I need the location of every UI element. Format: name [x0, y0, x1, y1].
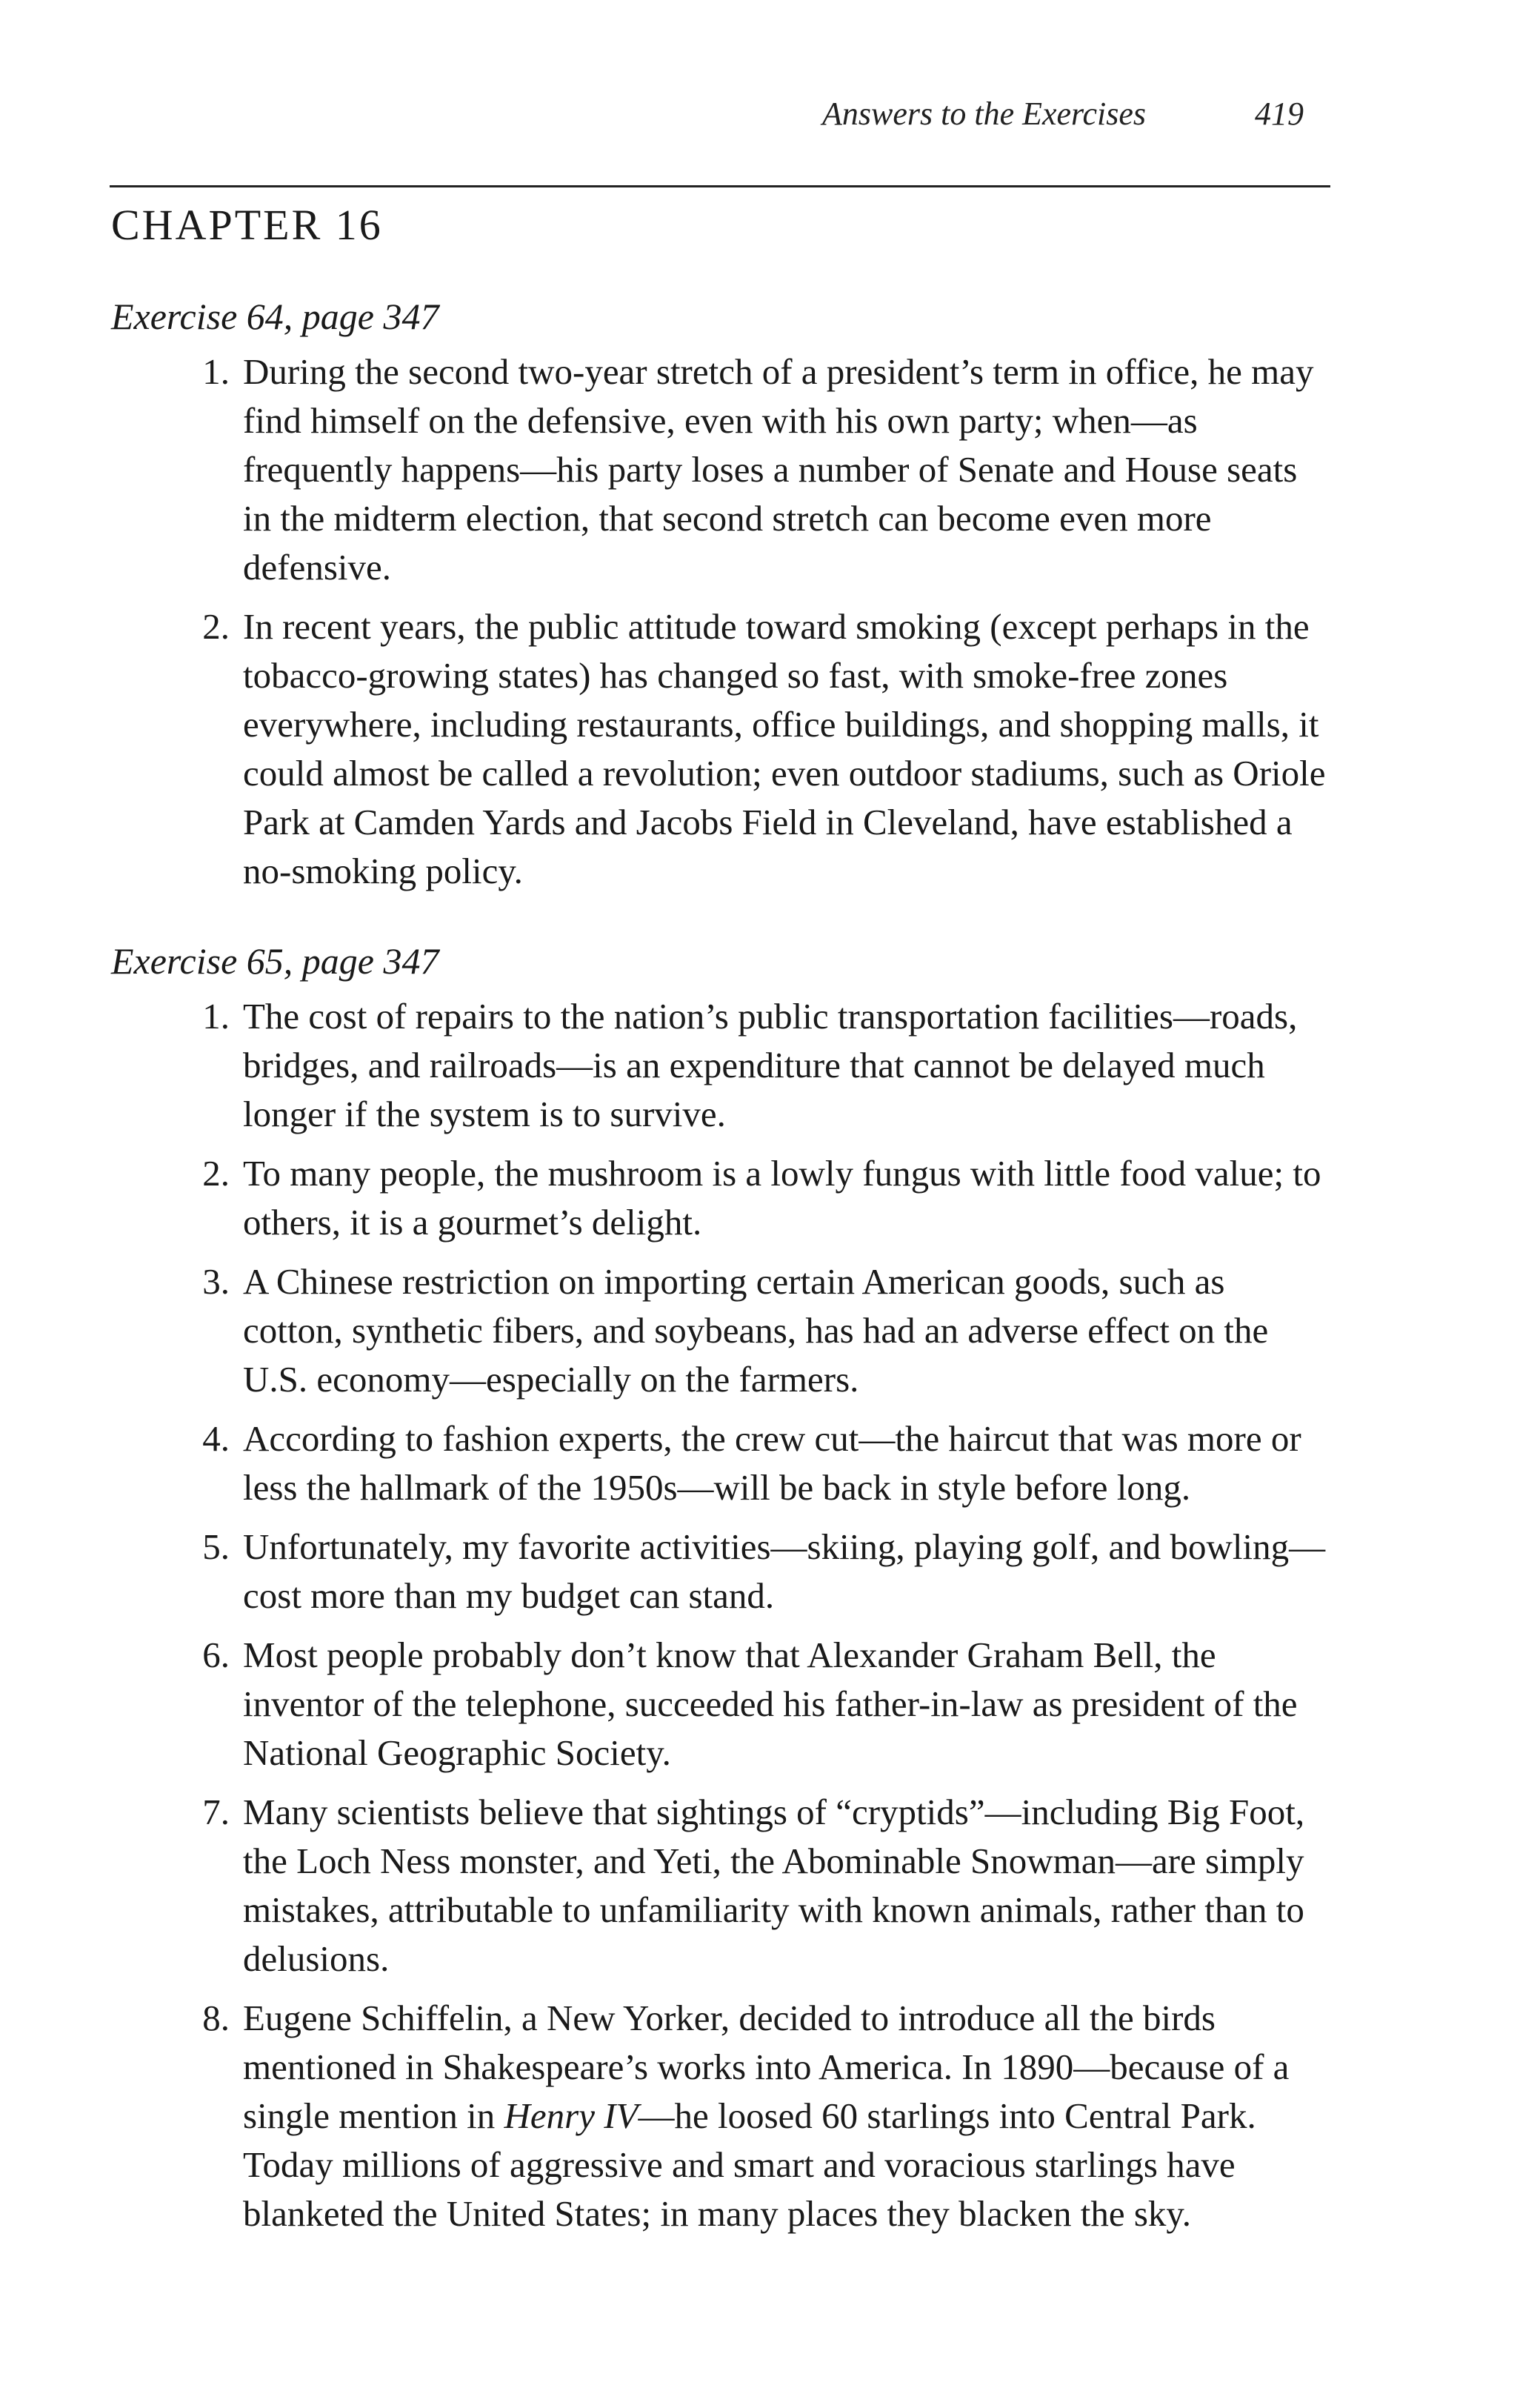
answer-text: To many people, the mushroom is a lowly fungus with little food value; to others, it is a gourmet’s delight. [243, 1153, 1321, 1243]
answer-list [111, 992, 1333, 2238]
exercise-section [111, 937, 1333, 2238]
answer-text: Many scientists believe that sightings of “cryptids”—including Big Foot, the Loch Ness monster, and Yeti, the Abominable Snowman—are simply mistakes, attributable to unfamiliarity with known animals, rather than to delusions. [243, 1792, 1305, 1979]
answer-text: A Chinese restriction on importing certain American goods, such as cotton, synthetic fibers, and soybeans, has had an adverse effect on the U.S. economy—especially on the farmers. [243, 1261, 1269, 1400]
answer-number: 5. [202, 1526, 230, 1567]
answer-item [111, 1149, 1333, 1247]
answer-number: 2. [202, 1153, 230, 1194]
answer-number: 1. [202, 351, 230, 392]
answer-item [111, 1257, 1333, 1404]
answers-content [111, 293, 1333, 2249]
exercise-section [111, 293, 1333, 896]
answer-text-part: Eugene Schiffelin, a New Yorker, decided to introduce all the birds mentioned in Shakespeare’s works into America. In 1890—because of a single mention in [243, 1998, 1290, 2136]
book-title-italic: Henry IV [504, 2095, 639, 2136]
answer-number: 4. [202, 1418, 230, 1459]
answer-number: 1. [202, 996, 230, 1037]
running-head [741, 95, 1333, 139]
answer-list [111, 347, 1333, 896]
running-title: Answers to the Exercises [822, 96, 1147, 132]
answer-item [111, 1523, 1333, 1620]
answer-text-part: —he loosed 60 starlings into Central Park. Today millions of aggressive and smart and voracious starlings have blanketed the United States; in many places they blacken the sky. [243, 2095, 1256, 2234]
answer-number: 8. [202, 1998, 230, 2038]
answer-text: Most people probably don’t know that Alexander Graham Bell, the inventor of the telephone, succeeded his father-in-law as president of the National Geographic Society. [243, 1634, 1298, 1773]
answer-text: During the second two-year stretch of a president’s term in office, he may find himself on the defensive, even with his own party; when—as frequently happens—his party loses a number of Senate and House seats in the midterm election, that second stretch can become even more defensive. [243, 351, 1314, 588]
answer-item [111, 1788, 1333, 1983]
answer-text: According to fashion experts, the crew cut—the haircut that was more or less the hallmark of the 1950s—will be back in style before long. [243, 1418, 1301, 1508]
answer-item [111, 1414, 1333, 1512]
answer-number: 7. [202, 1792, 230, 1832]
answer-text: In recent years, the public attitude toward smoking (except perhaps in the tobacco-growing states) has changed so fast, with smoke-free zones everywhere, including restaurants, office buildings, and shopping malls, it could almost be called a revolution; even outdoor stadiums, such as Oriole Park at Camden Yards and Jacobs Field in Cleveland, have established a no-smoking policy. [243, 606, 1326, 891]
header-rule [110, 185, 1330, 187]
answer-item [111, 1994, 1333, 2238]
exercise-heading: Exercise 64, page 347 [111, 296, 439, 337]
exercise-heading: Exercise 65, page 347 [111, 940, 439, 982]
answer-number: 2. [202, 606, 230, 647]
answer-text: Unfortunately, my favorite activities—skiing, playing golf, and bowling—cost more than my budget can stand. [243, 1526, 1326, 1616]
chapter-title: CHAPTER 16 [111, 201, 383, 249]
answer-item [111, 347, 1333, 592]
answer-number: 6. [202, 1634, 230, 1675]
answer-item [111, 992, 1333, 1139]
page-number: 419 [1255, 96, 1304, 132]
answer-number: 3. [202, 1261, 230, 1302]
answer-text: The cost of repairs to the nation’s public transportation facilities—roads, bridges, and railroads—is an expenditure that cannot be delayed much longer if the system is to survive. [243, 996, 1298, 1134]
answer-item [111, 1631, 1333, 1777]
answer-item [111, 602, 1333, 896]
